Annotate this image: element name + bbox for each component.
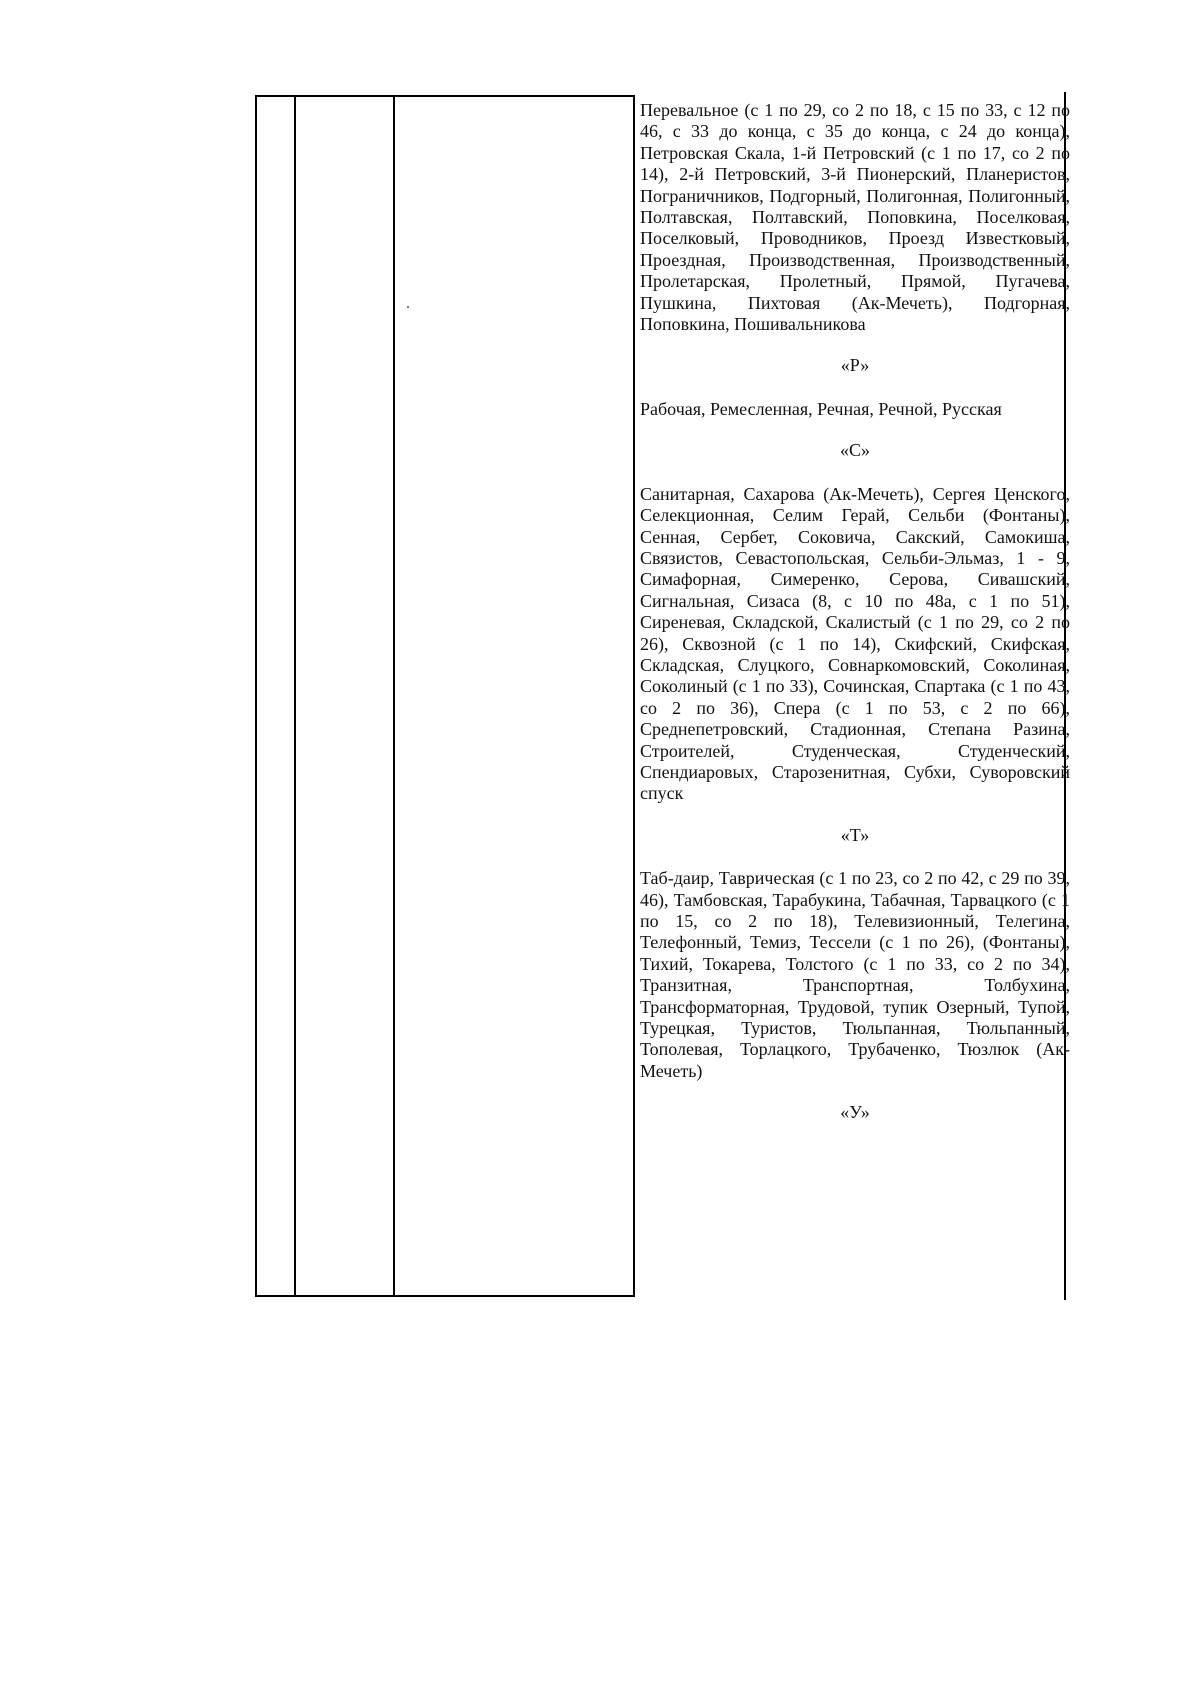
table-column-border bbox=[393, 95, 395, 1297]
street-paragraph-p: Перевальное (с 1 по 29, со 2 по 18, с 15 по 33, с 12 по 46, с 33 до конца, с 35 до конца, с 24 до конца), Петровская Скала, 1-й Петровский (с 1 по 17, со 2 по 14), 2-й Петровский, 3-й Пионерский, Планеристов, Пограничников, Подгорный, Полигонная, Полигонный, Полтавская, Полтавский, Поповкина, Поселковая, Поселковый, Проводников, Проезд Известковый, Проездная, Производственная, Производственный, Пролетарская, Пролетный, Прямой, Пугачева, Пушкина, Пихтовая (Ак-Мечеть), Подгорная, Поповкина, Пошивальникова bbox=[640, 100, 1070, 335]
table-bottom-border bbox=[255, 1295, 635, 1297]
letter-heading-u: «У» bbox=[840, 1102, 870, 1123]
table-column-border bbox=[255, 95, 257, 1297]
street-paragraph-s: Санитарная, Сахарова (Ак-Мечеть), Сергея Ценского, Селекционная, Селим Герай, Сельби (Фонтаны), Сенная, Сербет, Соковича, Сакский, Самокиша, Связистов, Севастопольская, Сельби-Эльмаз, 1 - 9, Симафорная, Симеренко, Серова, Сивашский, Сигнальная, Сизаса (8, с 10 по 48а, с 1 по 51), Сиреневая, Складской, Скалистый (с 1 по 29, со 2 по 26), Сквозной (с 1 по 14), Скифский, Скифская, Складская, Слуцкого, Совнаркомовский, Соколиная, Соколиный (с 1 по 33), Сочинская, Спартака (с 1 по 43, со 2 по 36), Спера (с 1 по 53, с 2 по 66), Среднепетровский, Стадионная, Степана Разина, Строителей, Студенческая, Студенческий, Спендиаровых, Старозенитная, Субхи, Суворовский спуск bbox=[640, 483, 1070, 804]
scan-speck bbox=[407, 306, 409, 308]
street-list-cell bbox=[640, 100, 1070, 1146]
letter-heading-s: «С» bbox=[839, 440, 870, 461]
street-paragraph-t: Таб-даир, Таврическая (с 1 по 23, со 2 по 42, с 29 по 39, 46), Тамбовская, Тарабукина, Табачная, Тарвацкого (с 1 по 15, со 2 по 18), Телевизионный, Телегина, Телефонный, Темиз, Тессели (с 1 по 26), (Фонтаны), Тихий, Токарева, Толстого (с 1 по 33, со 2 по 34), Транзитная, Транспортная, Толбухина, Трансформаторная, Трудовой, тупик Озерный, Тупой, Турецкая, Туристов, Тюльпанная, Тюльпанный, Тополевая, Торлацкого, Трубаченко, Тюзлюк (Ак-Мечеть) bbox=[640, 868, 1070, 1081]
letter-heading-r: «Р» bbox=[840, 355, 870, 376]
street-paragraph-r: Рабочая, Ремесленная, Речная, Речной, Русская bbox=[640, 398, 1002, 419]
table-column-border bbox=[633, 95, 635, 1297]
table-column-border bbox=[294, 95, 296, 1297]
letter-heading-t: «Т» bbox=[840, 824, 870, 845]
table-top-border bbox=[255, 95, 635, 97]
